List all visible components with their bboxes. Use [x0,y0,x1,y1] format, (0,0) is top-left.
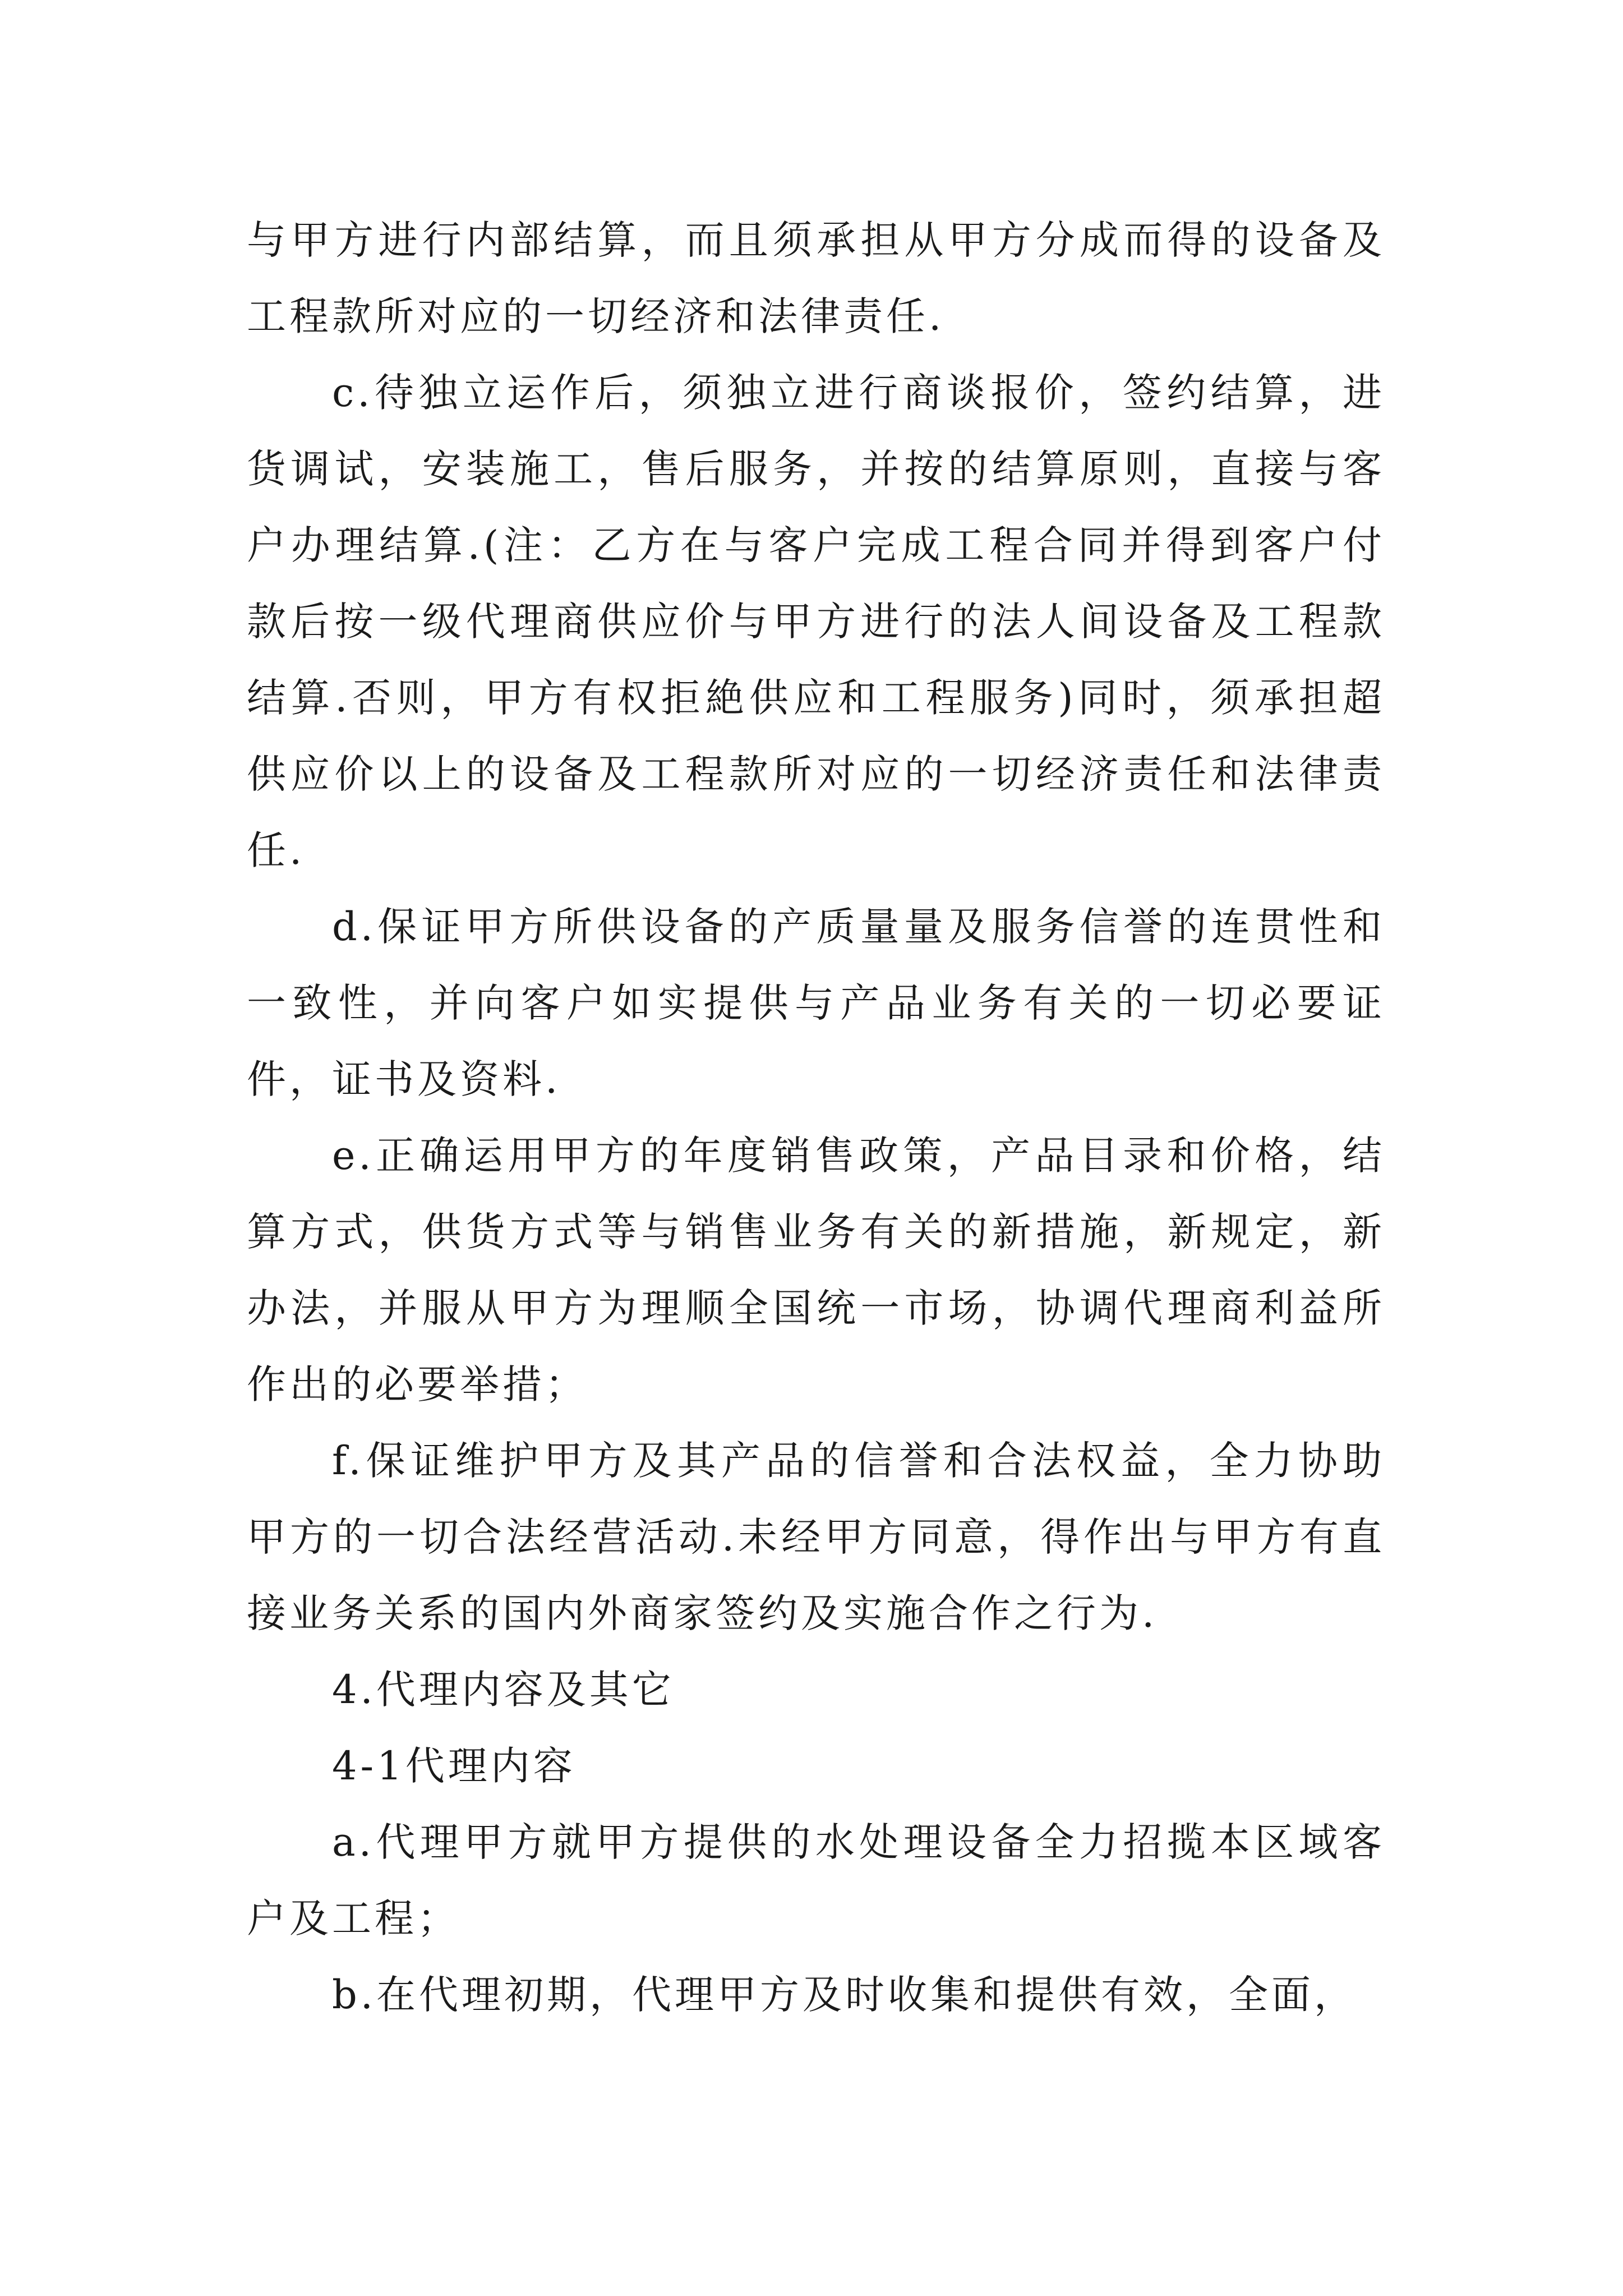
paragraph-item-a: a.代理甲方就甲方提供的水处理设备全力招揽本区域客户及工程； [247,1819,1385,1941]
document-body [247,202,1385,2033]
paragraph-item-b: b.在代理初期，代理甲方及时收集和提供有效，全面， [332,1972,1357,2018]
section-heading-4: 4.代理内容及其它 [332,1667,675,1713]
paragraph-item-c: c.待独立运作后，须独立进行商谈报价，签约结算，进货调试，安装施工，售后服务，并按的结算原则，直接与客户办理结算.(注：乙方在与客户完成工程合同并得到客户付款后按一级代理商供应价与甲方进行的法人间设备及工程款结算.否则，甲方有权拒絶供应和工程服务)同时，须承担超供应价以上的设备及工程款所对应的一切经济责任和法律责任. [247,370,1385,873]
paragraph-item-f: f.保证维护甲方及其产品的信誉和合法权益，全力协助甲方的一切合法经营活动.未经甲方同意，得作出与甲方有直接业务关系的国内外商家签约及实施合作之行为. [247,1438,1385,1636]
paragraph-continuation: 与甲方进行内部结算，而且须承担从甲方分成而得的设备及工程款所对应的一切经济和法律责任. [247,217,1385,339]
paragraph-item-d: d.保证甲方所供设备的产质量量及服务信誉的连贯性和一致性，并向客户如实提供与产品业务有关的一切必要证件，证书及资料. [247,904,1385,1102]
subsection-heading-4-1: 4-1代理内容 [332,1743,576,1789]
paragraph-item-e: e.正确运用甲方的年度销售政策，产品目录和价格，结算方式，供货方式等与销售业务有关的新措施，新规定，新办法，并服从甲方为理顺全国统一市场，协调代理商利益所作出的必要举措； [247,1133,1385,1407]
